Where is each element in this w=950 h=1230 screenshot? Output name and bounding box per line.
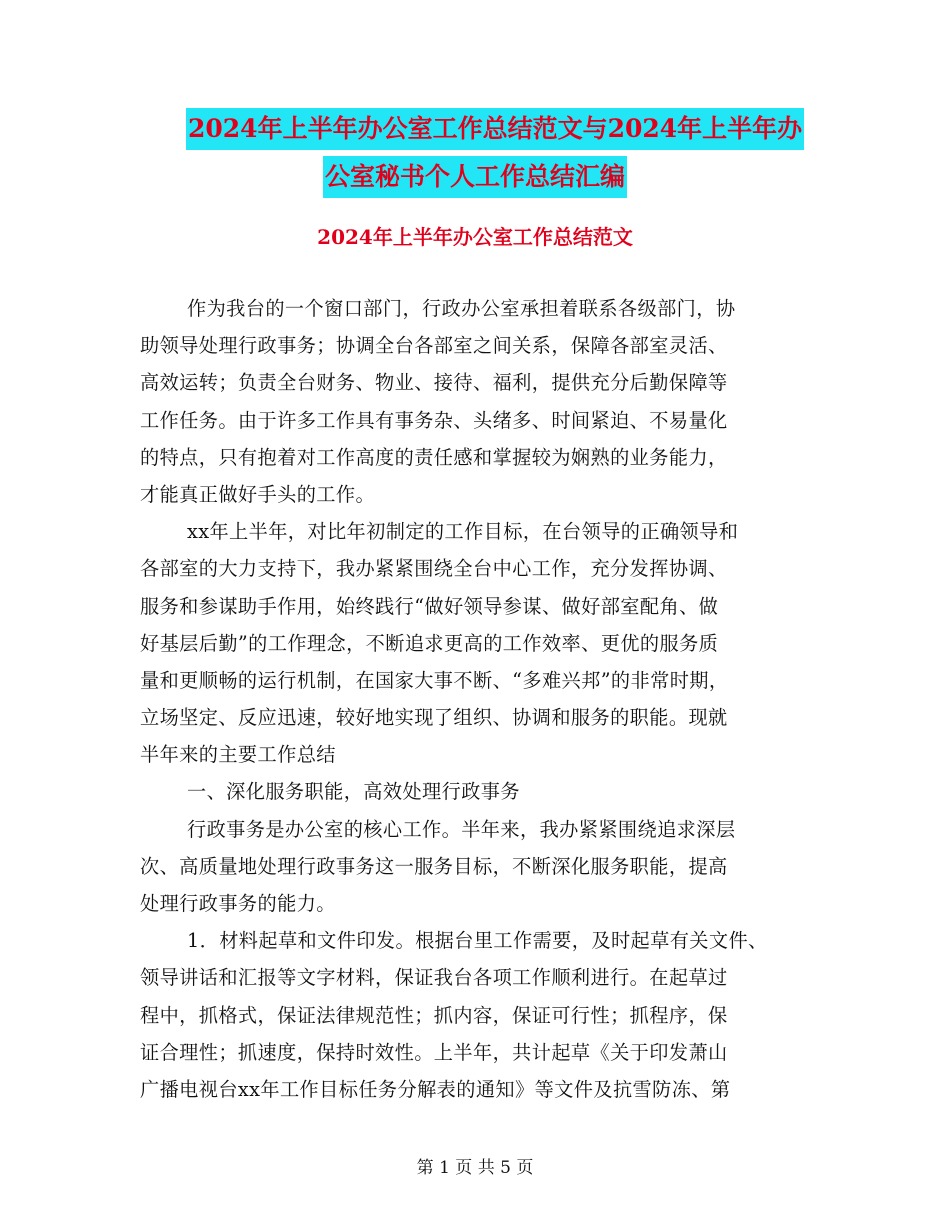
page-footer: 第 1 页 共 5 页 xyxy=(416,1158,534,1178)
paragraph-line: 程中，抓格式，保证法律规范性；抓内容，保证可行性；抓程序，保 xyxy=(140,1003,728,1027)
paragraph-line: 服务和参谋助手作用，始终践行“做好领导参谋、做好部室配角、做 xyxy=(140,594,719,618)
paragraph-line: 作为我台的一个窗口部门，行政办公室承担着联系各级部门，协 xyxy=(187,297,736,320)
document-title xyxy=(150,108,803,198)
section-heading: 一、深化服务职能，高效处理行政事务 xyxy=(187,780,520,804)
paragraph-line: 工作任务。由于许多工作具有事务杂、头绪多、时间紧迫、不易量化 xyxy=(140,408,728,432)
paragraph-line: 广播电视台xx年工作目标任务分解表的通知》等文件及抗雪防冻、第 xyxy=(140,1077,731,1101)
paragraph-line: 1．材料起草和文件印发。根据台里工作需要，及时起草有关文件、 xyxy=(187,929,768,953)
paragraph-line: xx年上半年，对比年初制定的工作目标，在台领导的正确领导和 xyxy=(187,520,739,544)
paragraph-line: 处理行政事务的能力。 xyxy=(140,892,336,915)
paragraph-line: 的特点，只有抱着对工作高度的责任感和掌握较为娴熟的业务能力， xyxy=(140,445,728,469)
section-title: 2024年上半年办公室工作总结范文 xyxy=(317,225,633,249)
paragraph-line: 半年来的主要工作总结 xyxy=(140,743,336,767)
title-line-1: 2024年上半年办公室工作总结范文与2024年上半年办 xyxy=(186,108,804,150)
paragraph-line: 行政事务是办公室的核心工作。半年来，我办紧紧围绕追求深层 xyxy=(187,817,736,841)
paragraph-line: 立场坚定、反应迅速，较好地实现了组织、协调和服务的职能。现就 xyxy=(140,706,728,730)
paragraph-line: 证合理性；抓速度，保持时效性。上半年，共计起草《关于印发萧山 xyxy=(140,1040,728,1064)
body-text xyxy=(140,290,810,1108)
paragraph-line: 次、高质量地处理行政事务这一服务目标，不断深化服务职能，提高 xyxy=(140,854,728,878)
paragraph-line: 助领导处理行政事务；协调全台各部室之间关系，保障各部室灵活、 xyxy=(140,334,728,358)
paragraph-line: 好基层后勤”的工作理念，不断追求更高的工作效率、更优的服务质 xyxy=(140,631,719,655)
title-line-2: 公室秘书个人工作总结汇编 xyxy=(323,156,627,198)
paragraph-line: 才能真正做好手头的工作。 xyxy=(140,482,376,506)
paragraph-line: 量和更顺畅的运行机制，在国家大事不断、“多难兴邦”的非常时期， xyxy=(140,668,729,692)
paragraph-line: 领导讲话和汇报等文字材料，保证我台各项工作顺利进行。在起草过 xyxy=(140,966,728,990)
paragraph-line: 各部室的大力支持下，我办紧紧围绕全台中心工作，充分发挥协调、 xyxy=(140,557,728,581)
paragraph-line: 高效运转；负责全台财务、物业、接待、福利，提供充分后勤保障等 xyxy=(140,371,728,395)
